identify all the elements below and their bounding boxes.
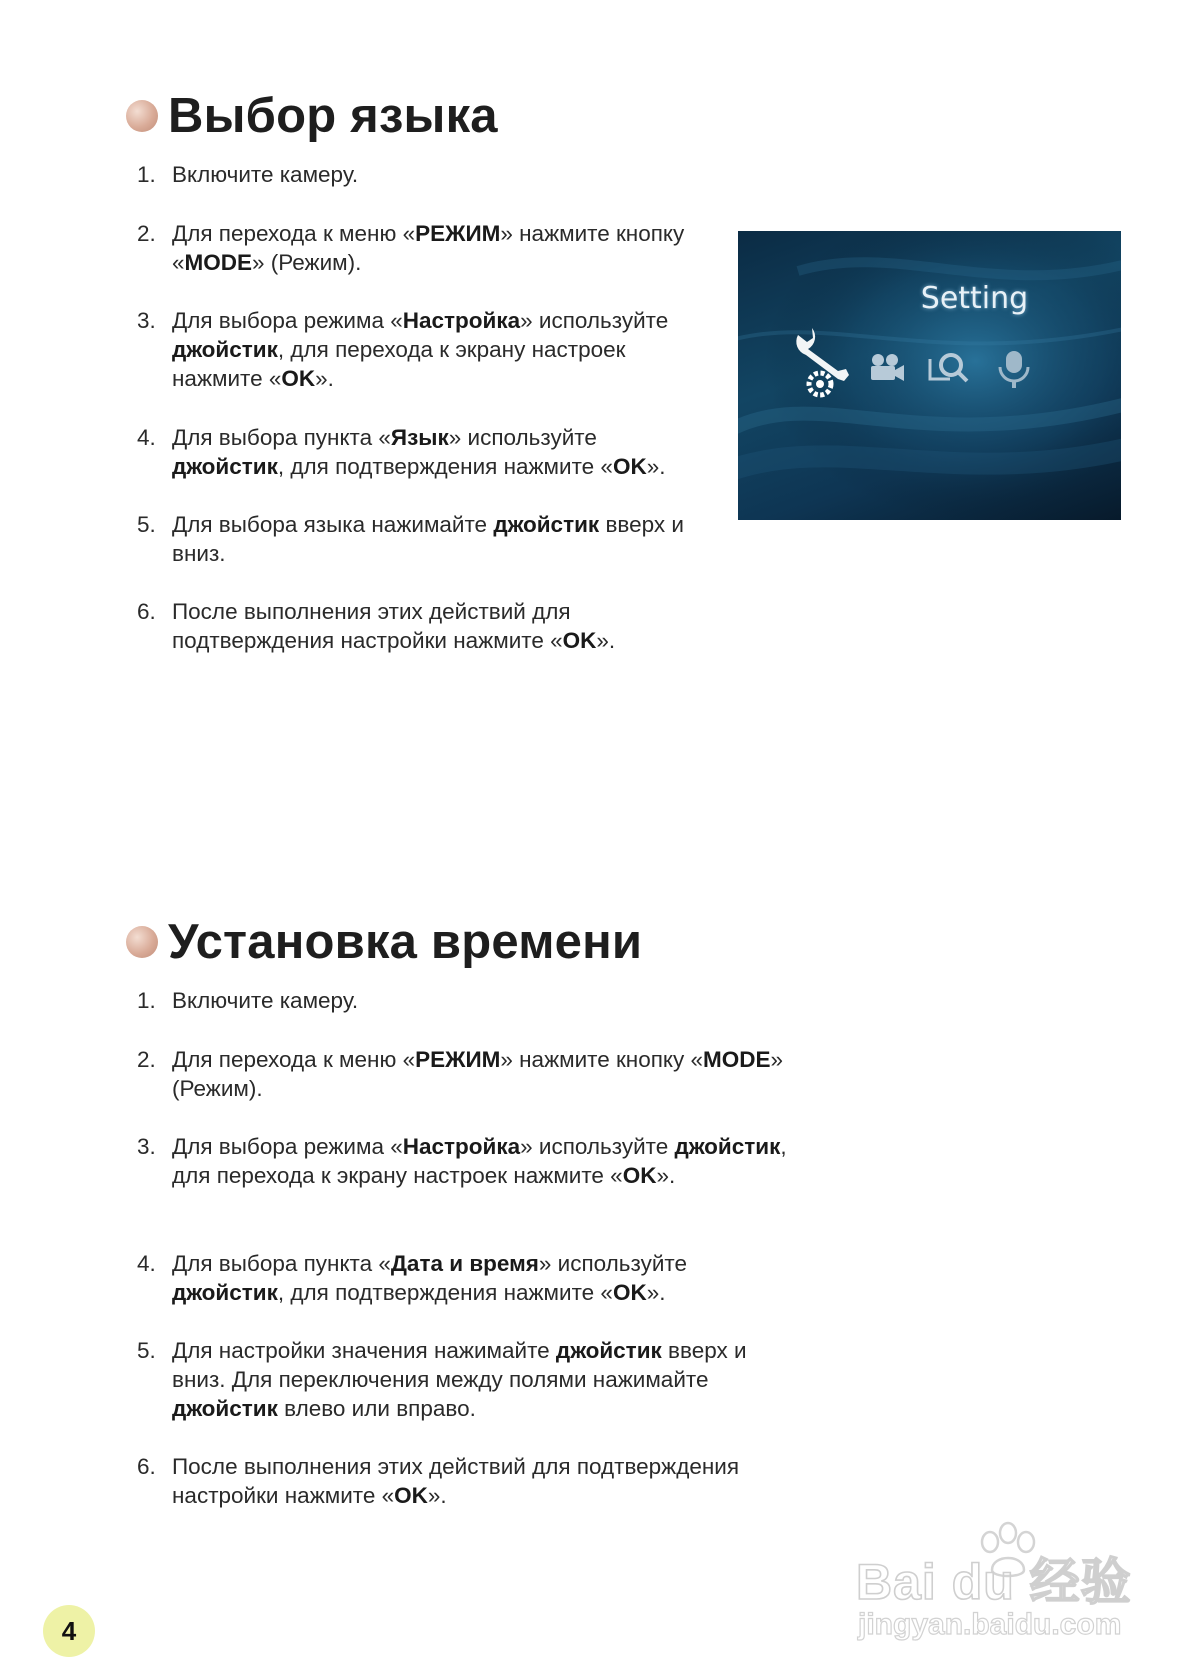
microphone-icon[interactable] — [1000, 351, 1028, 388]
step-text — [172, 599, 615, 653]
step-text — [172, 988, 358, 1013]
watermark-url: jingyan.baidu.com — [858, 1608, 1122, 1641]
title-bullet-icon — [126, 100, 158, 132]
list-item — [131, 160, 706, 189]
step-text-run: Включите камеру. — [172, 162, 359, 187]
step-text-run: , для подтверждения нажмите « — [277, 1280, 613, 1305]
step-text — [172, 425, 665, 479]
step-text-run: » используйте — [520, 308, 669, 333]
step-text — [172, 512, 684, 566]
step-text-run: » нажмите кнопку « — [172, 221, 685, 275]
step-number: 2. — [137, 1047, 156, 1072]
step-text-bold: джойстик — [493, 512, 600, 537]
step-text — [172, 221, 684, 275]
step-text-bold: OK — [281, 366, 316, 391]
section-title-time — [126, 914, 642, 970]
step-text-run: ». — [315, 366, 334, 391]
list-item — [131, 423, 706, 481]
step-text — [172, 1338, 747, 1421]
section-title-text: Установка времени — [168, 915, 643, 969]
step-text-bold: Настройка — [402, 308, 521, 333]
step-text-bold: РЕЖИМ — [415, 1047, 501, 1072]
step-text-run: вверх и вниз. Для переключения между полями нажимайте — [172, 1338, 747, 1392]
step-number: 3. — [137, 308, 156, 333]
step-text — [172, 308, 668, 391]
list-item — [131, 1132, 791, 1190]
step-number: 6. — [137, 1454, 156, 1479]
step-text-run: Для перехода к меню « — [172, 221, 416, 246]
step-number: 1. — [137, 162, 156, 187]
step-number: 2. — [137, 221, 156, 246]
step-text-bold: OK — [612, 454, 647, 479]
step-text — [172, 1047, 783, 1101]
step-text-run: Для выбора пункта « — [172, 425, 391, 450]
mode-icons — [738, 231, 1121, 520]
step-text-bold: джойстик — [172, 454, 278, 479]
step-text-run: После выполнения этих действий для подтверждения настройки нажмите « — [172, 599, 571, 653]
movie-camera-icon[interactable] — [871, 354, 904, 381]
step-text-bold: Настройка — [402, 1134, 521, 1159]
step-text-bold: джойстик — [555, 1338, 662, 1363]
step-text-run: » (Режим). — [252, 250, 362, 275]
list-item — [131, 510, 706, 568]
step-text-bold: джойстик — [172, 1396, 278, 1421]
step-number: 4. — [137, 1251, 156, 1276]
step-text-bold: джойстик — [172, 1280, 278, 1305]
step-text — [172, 1134, 787, 1188]
step-text-run: ». — [596, 628, 616, 653]
step-text-run: Для перехода к меню « — [172, 1047, 416, 1072]
list-item — [131, 306, 706, 393]
step-text-run: , для подтверждения нажмите « — [277, 454, 613, 479]
step-text-run: Для выбора режима « — [172, 1134, 403, 1159]
settings-wrench-gear-icon[interactable] — [796, 328, 849, 395]
list-item — [131, 986, 791, 1015]
step-text-bold: OK — [394, 1483, 428, 1508]
step-text-bold: РЕЖИМ — [415, 221, 501, 246]
step-number: 3. — [137, 1134, 156, 1159]
step-text-bold: MODE — [703, 1047, 771, 1072]
step-text-run: Для настройки значения нажимайте — [172, 1338, 556, 1363]
title-bullet-icon — [126, 926, 158, 958]
step-text-run: , для перехода к экрану настроек нажмите « — [172, 1134, 787, 1188]
step-text-run: ». — [427, 1483, 447, 1508]
step-text-run: » используйте — [448, 425, 597, 450]
step-number: 6. — [137, 599, 156, 624]
step-text — [172, 162, 358, 187]
step-text-run: ». — [646, 454, 666, 479]
step-text-bold: MODE — [184, 250, 253, 275]
step-text-bold: джойстик — [172, 337, 278, 362]
step-text-run: » (Режим). — [172, 1047, 784, 1101]
section-title-text: Выбор языка — [168, 89, 498, 143]
step-text-run: Для выбора пункта « — [172, 1251, 391, 1276]
step-text-run: » используйте — [538, 1251, 687, 1276]
list-item — [131, 1249, 791, 1307]
list-item — [131, 219, 706, 277]
section-title-language — [126, 88, 498, 144]
step-text-run: » нажмите кнопку « — [500, 1047, 704, 1072]
step-text-run: Для выбора режима « — [172, 308, 403, 333]
step-number: 1. — [137, 988, 156, 1013]
step-text-run: После выполнения этих действий для подтверждения настройки нажмите « — [172, 1454, 740, 1508]
step-number: 5. — [137, 512, 156, 537]
step-text-run: » используйте — [520, 1134, 675, 1159]
list-item — [131, 1452, 791, 1510]
step-text — [172, 1251, 687, 1305]
step-text-run: вверх и вниз. — [172, 512, 684, 566]
watermark-logo: Bai du 经验 — [856, 1554, 1132, 1610]
camera-settings-screen — [738, 231, 1121, 520]
step-text-run: ». — [646, 1280, 666, 1305]
step-text-run: , для перехода к экрану настроек нажмите « — [172, 337, 626, 391]
step-number: 5. — [137, 1338, 156, 1363]
step-text-run: Включите камеру. — [172, 988, 359, 1013]
baidu-watermark — [850, 1520, 1150, 1650]
page-number: 4 — [43, 1605, 95, 1657]
list-item — [131, 597, 706, 655]
step-text-run: ». — [656, 1163, 676, 1188]
step-text-run: влево или вправо. — [277, 1396, 476, 1421]
step-text-bold: Язык — [390, 425, 449, 450]
screen-title: Setting — [920, 281, 1029, 316]
step-text-bold: OK — [562, 628, 597, 653]
step-text-bold: джойстик — [674, 1134, 781, 1159]
step-text-bold: Дата и время — [390, 1251, 539, 1276]
step-number: 4. — [137, 425, 156, 450]
list-item — [131, 1045, 791, 1103]
list-item — [131, 1336, 791, 1423]
step-text-bold: OK — [622, 1163, 657, 1188]
step-text-run: Для выбора языка нажимайте — [172, 512, 494, 537]
step-text-bold: OK — [612, 1280, 647, 1305]
step-text — [172, 1454, 739, 1508]
playback-magnifier-icon[interactable] — [930, 355, 967, 381]
